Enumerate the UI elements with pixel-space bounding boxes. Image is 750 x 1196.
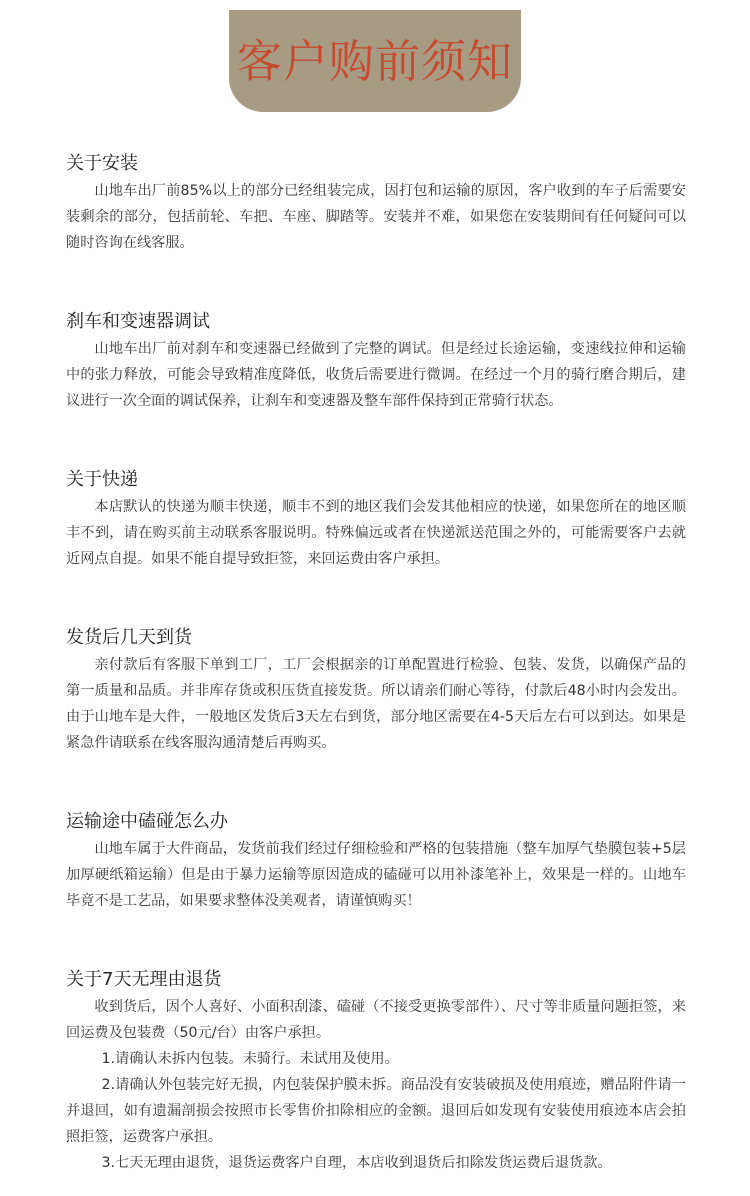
section-paragraph: 收到货后，因个人喜好、小面积刮漆、磕碰（不接受更换零部件）、尺寸等非质量问题拒签，来回运费及包装费（50元/台）由客户承担。 (66, 999, 686, 1041)
page-title: 客户购前须知 (236, 34, 513, 88)
section-heading: 运输途中磕碰怎么办 (66, 811, 228, 832)
notice-content (66, 152, 686, 1176)
section-paragraph: 本店默认的快递为顺丰快递，顺丰不到的地区我们会发其他相应的快递，如果您所在的地区顺丰不到，请在购买前主动联系客服说明。特殊偏远或者在快递派送范围之外的，可能需要客户去就近网点自提。如果不能自提导致拒签，来回运费由客户承担。 (66, 499, 686, 567)
section-arrival-time (66, 626, 686, 756)
section-heading: 发货后几天到货 (66, 627, 192, 648)
return-condition-item: 1.请确认未拆内包装。未骑行。未试用及使用。 (101, 1051, 399, 1067)
section-heading: 刹车和变速器调试 (66, 311, 210, 332)
section-heading: 关于安装 (66, 153, 138, 174)
section-paragraph: 山地车属于大件商品，发货前我们经过仔细检验和严格的包装措施（整车加厚气垫膜包装+5层加厚硬纸箱运输）但是由于暴力运输等原因造成的磕碰可以用补漆笔补上，效果是一样的。山地车毕竟不是工艺品，如果要求整体没美观者，请谨慎购买！ (66, 841, 686, 909)
return-condition-item: 3.七天无理由退货，退货运费客户自理，本店收到退货后扣除发货运费后退货款。 (101, 1155, 612, 1171)
section-heading: 关于快递 (66, 469, 138, 490)
section-paragraph: 山地车出厂前85%以上的部分已经组装完成，因打包和运输的原因，客户收到的车子后需要安装剩余的部分，包括前轮、车把、车座、脚踏等。安装并不难，如果您在安装期间有任何疑问可以随时咨询在线客服。 (66, 183, 686, 251)
header-banner (229, 10, 521, 112)
section-transit-damage (66, 810, 686, 914)
section-heading: 关于7天无理由退货 (66, 969, 222, 990)
section-paragraph: 山地车出厂前对刹车和变速器已经做到了完整的调试。但是经过长途运输，变速线拉伸和运输中的张力释放，可能会导致精准度降低，收货后需要进行微调。在经过一个月的骑行磨合期后，建议进行一次全面的调试保养，让刹车和变速器及整车部件保持到正常骑行状态。 (66, 341, 686, 409)
return-condition-item: 2.请确认外包装完好无损，内包装保护膜未拆。商品没有安装破损及使用痕迹，赠品附件请一并退回，如有遗漏剖损会按照市长零售价扣除相应的金额。退回后如发现有安装使用痕迹本店会拍照拒签，运费客户承担。 (66, 1077, 686, 1145)
section-returns (66, 968, 686, 1176)
section-delivery (66, 468, 686, 572)
section-installation (66, 152, 686, 256)
section-paragraph: 亲付款后有客服下单到工厂，工厂会根据亲的订单配置进行检验、包装、发货，以确保产品的第一质量和品质。并非库存货或积压货直接发货。所以请亲们耐心等待，付款后48小时内会发出。由于山地车是大件，一般地区发货后3天左右到货，部分地区需要在4-5天后左右可以到达。如果是紧急件请联系在线客服沟通清楚后再购买。 (66, 657, 686, 751)
section-brake-derailleur (66, 310, 686, 414)
